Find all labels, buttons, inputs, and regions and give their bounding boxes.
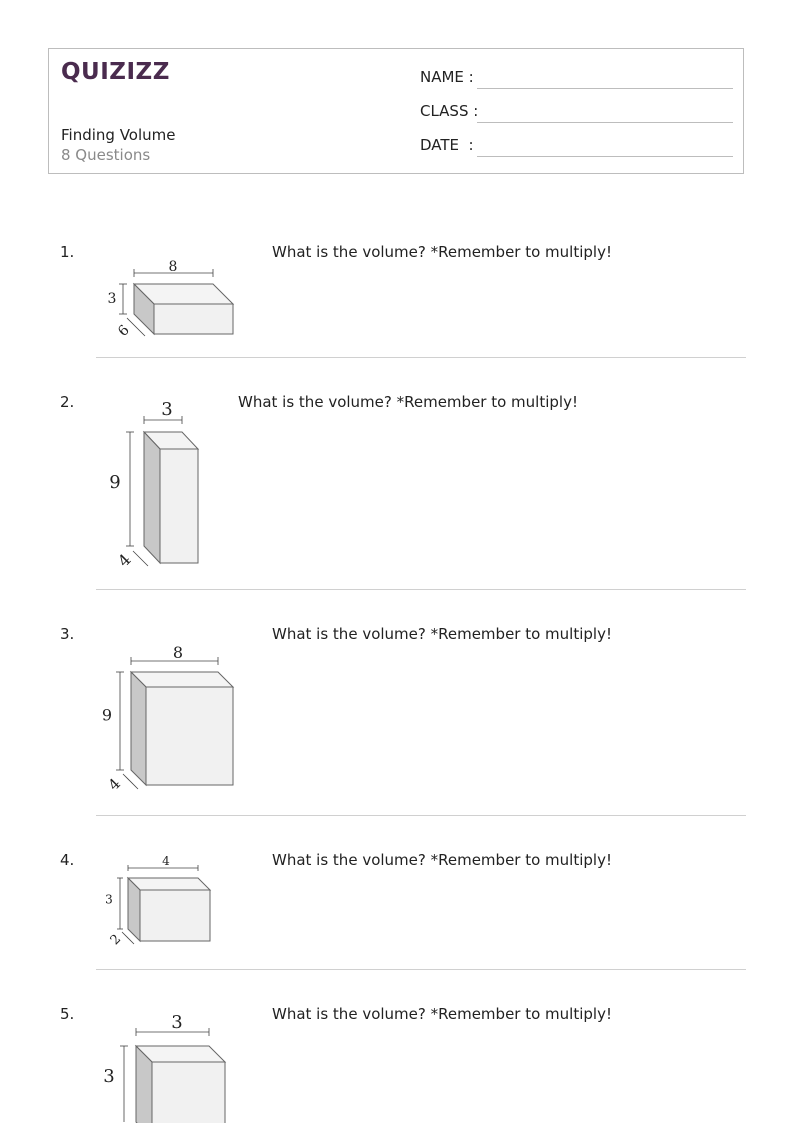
cuboid-figure: [100, 1008, 230, 1123]
class-field[interactable]: [420, 102, 733, 126]
name-field[interactable]: [420, 68, 733, 92]
question-divider: [96, 969, 746, 970]
question-number: 1.: [60, 243, 75, 261]
cuboid-figure: [100, 255, 240, 345]
cuboid-front: [154, 304, 233, 334]
height-label: 3: [105, 892, 113, 907]
date-label: DATE :: [420, 136, 474, 154]
worksheet-header: [48, 48, 744, 174]
depth-label: 6: [115, 322, 133, 340]
question-number: 5.: [60, 1005, 75, 1023]
question-text: What is the volume? *Remember to multiply!: [272, 1005, 612, 1023]
width-label: 8: [168, 259, 178, 275]
width-label: 8: [172, 643, 184, 662]
height-label: 9: [109, 472, 121, 493]
width-label: 3: [161, 399, 173, 420]
height-label: 3: [107, 291, 117, 307]
question-number: 3.: [60, 625, 75, 643]
depth-label: 4: [113, 549, 135, 571]
depth-label: 2: [107, 931, 125, 949]
name-line[interactable]: [477, 88, 733, 89]
height-label: 3: [103, 1066, 115, 1087]
cuboid-figure: [98, 640, 238, 800]
question-divider: [96, 357, 746, 358]
depth-label: 4: [104, 774, 125, 795]
question-divider: [96, 589, 746, 590]
question-number: 2.: [60, 393, 75, 411]
class-label: CLASS :: [420, 102, 479, 120]
height-label: 9: [101, 705, 113, 725]
question-text: What is the volume? *Remember to multiply!: [272, 243, 612, 261]
quizizz-logo: QUIZIZZ: [61, 59, 170, 85]
date-line[interactable]: [477, 156, 733, 157]
worksheet-title: Finding Volume: [61, 126, 176, 144]
question-number: 4.: [60, 851, 75, 869]
width-label: 4: [162, 854, 170, 868]
class-line[interactable]: [477, 122, 733, 123]
width-label: 3: [171, 1012, 183, 1033]
question-count: 8 Questions: [61, 146, 151, 164]
question-text: What is the volume? *Remember to multiply!: [272, 625, 612, 643]
cuboid-figure: [100, 395, 210, 575]
date-field[interactable]: [420, 136, 733, 160]
name-label: NAME :: [420, 68, 474, 86]
question-text: What is the volume? *Remember to multiply!: [238, 393, 578, 411]
question-text: What is the volume? *Remember to multiply!: [272, 851, 612, 869]
question-divider: [96, 815, 746, 816]
cuboid-figure: [100, 850, 215, 950]
